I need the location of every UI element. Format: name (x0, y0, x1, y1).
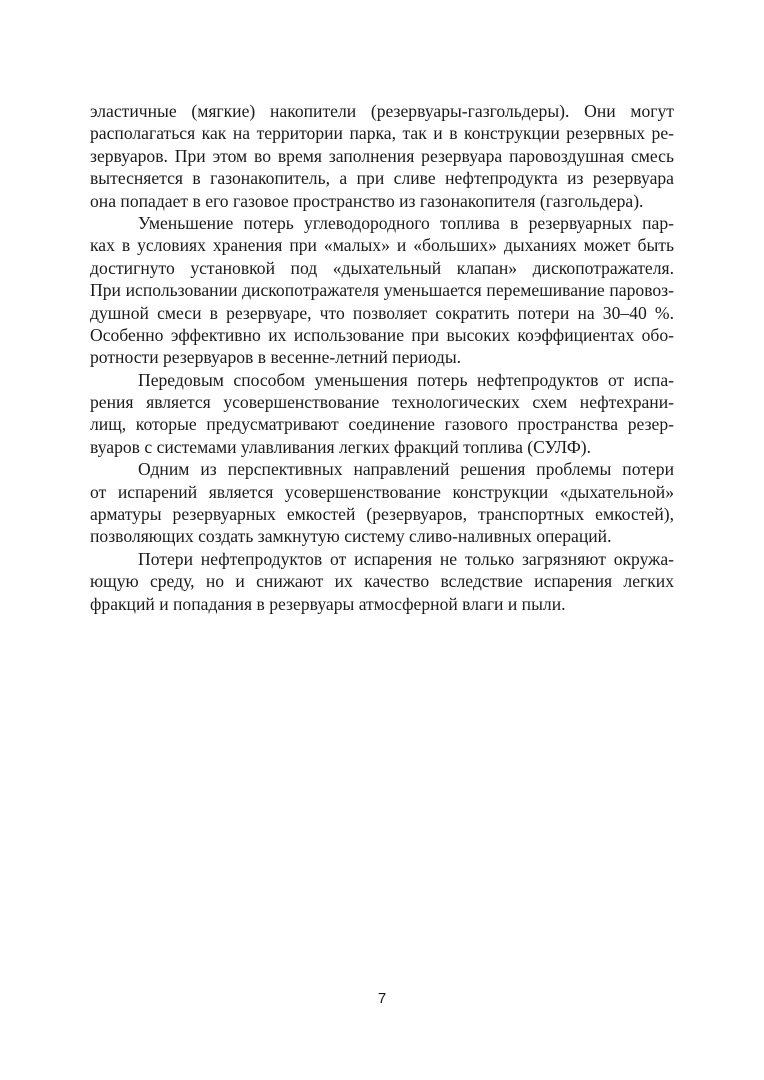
text-line: фракций и попадания в резервуары атмосферной влаги и пыли. (90, 593, 566, 614)
text-line: ках в условиях хранения при «малых» и «больших» дыханиях может быть (90, 235, 674, 256)
paragraph (90, 548, 674, 615)
text-line: достигнуто установкой под «дыхательный клапан» дископотражателя. (90, 257, 674, 278)
text-line: При использовании дископотражателя уменьшается перемешивание паровоз- (90, 280, 674, 301)
text-line: Уменьшение потерь углеводородного топлива в резервуарных пар- (138, 212, 674, 233)
paragraph (90, 212, 674, 369)
text-line: Передовым способом уменьшения потерь нефтепродуктов от испа- (138, 369, 674, 390)
text-line: эластичные (мягкие) накопители (резервуары-газгольдеры). Они могут (90, 101, 674, 121)
text-line: ющую среду, но и снижают их качество вследствие испарения легких (90, 571, 674, 592)
text-line: располагаться как на территории парка, так и в конструкции резервных ре- (90, 123, 674, 144)
paragraph (90, 369, 674, 459)
body-text (90, 100, 674, 615)
text-line: зервуаров. При этом во время заполнения резервуара паровоздушная смесь (90, 145, 674, 166)
text-line: арматуры резервуарных емкостей (резервуаров, транспортных емкостей), (90, 504, 674, 525)
text-line: душной смеси в резервуаре, что позволяет сократить потери на 30–40 %. (90, 302, 674, 323)
page-number: 7 (377, 990, 387, 1007)
text-line: она попадает в его газовое пространство из газонакопителя (газгольдера). (90, 190, 644, 211)
text-line: Особенно эффективно их использование при высоких коэффициентах обо- (90, 324, 674, 345)
text-line: Одним из перспективных направлений решения проблемы потери (138, 459, 674, 480)
text-line: лищ, которые предусматривают соединение газового пространства резер- (90, 414, 674, 435)
text-line: позволяющих создать замкнутую систему сливо-наливных операций. (90, 526, 612, 547)
text-line: вуаров с системами улавливания легких фракций топлива (СУЛФ). (90, 436, 591, 457)
text-line: от испарений является усовершенствование конструкции «дыхательной» (90, 481, 674, 502)
paragraph (90, 100, 674, 212)
text-line: Потери нефтепродуктов от испарения не только загрязняют окружа- (138, 548, 674, 569)
text-line: ротности резервуаров в весенне-летний периоды. (90, 347, 462, 368)
text-line: рения является усовершенствование технологических схем нефтехрани- (90, 392, 674, 413)
paragraph (90, 458, 674, 548)
text-line: вытесняется в газонакопитель, а при сливе нефтепродукта из резервуара (90, 168, 674, 189)
